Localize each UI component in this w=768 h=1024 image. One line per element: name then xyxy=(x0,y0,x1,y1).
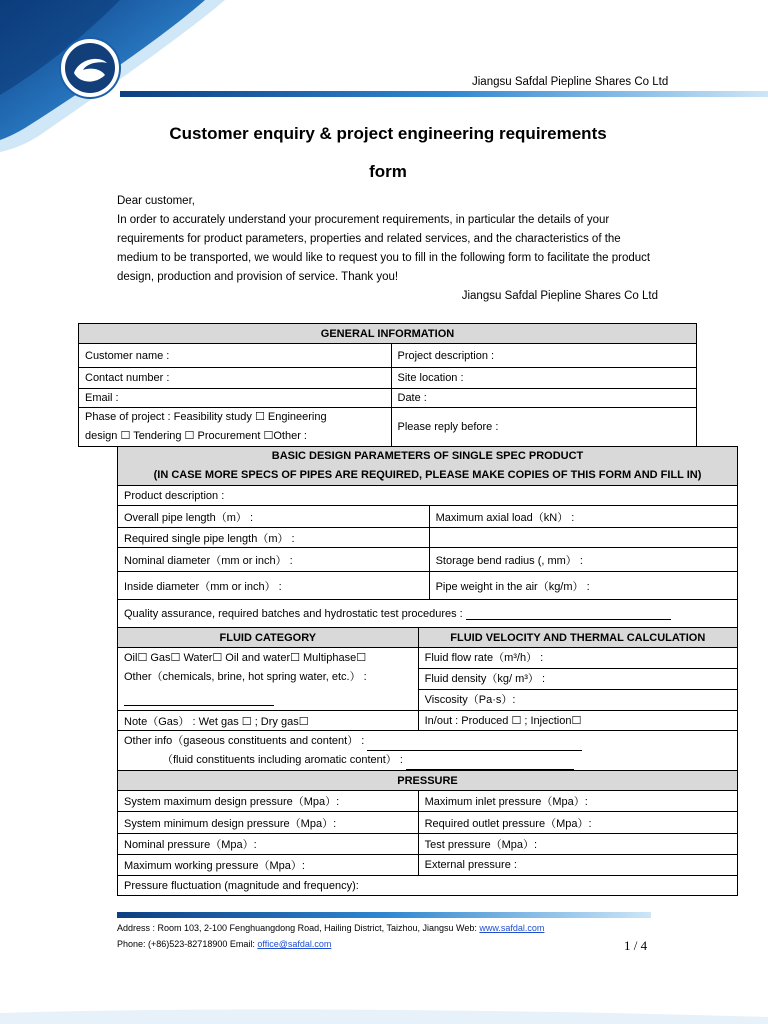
pipe-weight-field[interactable]: Pipe weight in the air（kg/m） : xyxy=(429,572,737,600)
max-working-pressure-field[interactable]: Maximum working pressure（Mpa）: xyxy=(118,855,419,876)
design-heading-line2: (IN CASE MORE SPECS OF PIPES ARE REQUIRED, PLEASE MAKE COPIES OF THIS FORM AND FILL IN) xyxy=(153,469,702,481)
phase-of-project-field[interactable] xyxy=(79,408,392,447)
fluid-other-label: Other（chemicals, brine, hot spring water, etc.） : xyxy=(124,671,367,683)
product-description-field[interactable]: Product description : xyxy=(118,486,738,506)
fluid-type-checkboxes[interactable]: Oil☐ Gas☐ Water☐ Oil and water☐ Multiphase☐ xyxy=(124,652,367,664)
single-pipe-length-field[interactable]: Required single pipe length（m） : xyxy=(118,528,430,548)
inside-diameter-field[interactable]: Inside diameter（mm or inch） : xyxy=(118,572,430,600)
company-logo xyxy=(59,37,121,99)
nominal-diameter-field[interactable]: Nominal diameter（mm or inch） : xyxy=(118,548,430,572)
fluid-constituents-blank[interactable] xyxy=(406,756,574,770)
intro-greeting: Dear customer, xyxy=(117,195,195,207)
design-parameters-heading xyxy=(118,447,738,486)
external-pressure-field[interactable]: External pressure : xyxy=(418,855,737,876)
footer-contact xyxy=(117,939,331,949)
footer-web-link[interactable]: www.safdal.com xyxy=(479,923,545,933)
fluid-velocity-heading: FLUID VELOCITY AND THERMAL CALCULATION xyxy=(418,628,737,648)
pressure-fluctuation-field[interactable]: Pressure fluctuation (magnitude and frequency): xyxy=(118,876,738,896)
project-description-field[interactable]: Project description : xyxy=(391,344,697,368)
other-info-field[interactable] xyxy=(118,731,738,771)
page-number: 1 / 4 xyxy=(624,938,648,953)
in-out-field[interactable]: In/out : Produced ☐ ; Injection☐ xyxy=(418,711,737,731)
footer-address-text: Address : Room 103, 2-100 Fenghuangdong Road, Hailing District, Taizhou, Jiangsu Web: xyxy=(117,923,480,933)
max-inlet-pressure-field[interactable]: Maximum inlet pressure（Mpa）: xyxy=(418,791,737,812)
note-gas-field[interactable]: Note（Gas） : Wet gas ☐ ; Dry gas☐ xyxy=(118,711,419,731)
footer-email-link[interactable]: office@safdal.com xyxy=(257,939,332,949)
other-info-label: Other info（gaseous constituents and content） : xyxy=(124,734,365,747)
phase-line-2: design ☐ Tendering ☐ Procurement ☐Other : xyxy=(85,430,307,442)
contact-number-field[interactable]: Contact number : xyxy=(79,368,392,389)
footer-swoosh-graphic xyxy=(0,1005,768,1024)
footer-phone-text: Phone: (+86)523-82718900 Email: xyxy=(117,939,258,949)
test-pressure-field[interactable]: Test pressure（Mpa）: xyxy=(418,834,737,855)
email-field[interactable]: Email : xyxy=(79,389,392,408)
system-max-pressure-field[interactable]: System maximum design pressure（Mpa）: xyxy=(118,791,419,812)
fluid-category-heading: FLUID CATEGORY xyxy=(118,628,419,648)
design-parameters-table xyxy=(117,446,738,896)
header-company-name: Jiangsu Safdal Piepline Shares Co Ltd xyxy=(472,76,669,88)
quality-assurance-blank[interactable] xyxy=(466,619,671,620)
fluid-velocity-cell xyxy=(418,648,737,711)
nominal-pressure-field[interactable]: Nominal pressure（Mpa）: xyxy=(118,834,419,855)
system-min-pressure-field[interactable]: System minimum design pressure（Mpa）: xyxy=(118,812,419,834)
customer-name-field[interactable]: Customer name : xyxy=(79,344,392,368)
general-information-table xyxy=(78,323,697,447)
quality-assurance-label: Quality assurance, required batches and hydrostatic test procedures : xyxy=(124,607,463,620)
fluid-other-blank[interactable] xyxy=(124,691,274,706)
viscosity-field[interactable]: Viscosity（Pa·s）: xyxy=(424,694,516,706)
pressure-heading: PRESSURE xyxy=(118,771,738,791)
reply-before-field[interactable]: Please reply before : xyxy=(391,408,697,447)
design-heading-line1: BASIC DESIGN PARAMETERS OF SINGLE SPEC PRODUCT xyxy=(271,450,584,462)
fluid-type-field[interactable] xyxy=(118,648,419,711)
general-information-heading: GENERAL INFORMATION xyxy=(79,324,697,344)
max-axial-load-field[interactable]: Maximum axial load（kN） : xyxy=(429,506,737,528)
overall-pipe-length-field[interactable]: Overall pipe length（m） : xyxy=(118,506,430,528)
intro-letter xyxy=(117,192,662,306)
storage-bend-radius-field[interactable]: Storage bend radius (, mm） : xyxy=(429,548,737,572)
intro-body: In order to accurately understand your procurement requirements, in particular the details of your requirements for product parameters, properties and related services, and the characteristics of the medium to be transported, we would like to request you to fill in the following form to facilitate the product design, production and provision of service. Thank you! xyxy=(117,214,651,283)
footer-address xyxy=(117,923,544,933)
other-info-blank[interactable] xyxy=(367,737,582,751)
empty-cell[interactable] xyxy=(429,528,737,548)
outlet-pressure-field[interactable]: Required outlet pressure（Mpa）: xyxy=(418,812,737,834)
phase-line-1: Phase of project : Feasibility study ☐ Engineering xyxy=(85,411,327,423)
fluid-flow-rate-field[interactable]: Fluid flow rate（m³/h） : xyxy=(419,648,737,669)
fluid-constituents-label: （fluid constituents including aromatic content） : xyxy=(162,753,403,766)
page-title-line2: form xyxy=(369,162,407,181)
footer-rule xyxy=(117,912,651,918)
fluid-density-field[interactable]: Fluid density（kg/ m³） : xyxy=(419,669,737,690)
header-rule xyxy=(120,91,768,97)
date-field[interactable]: Date : xyxy=(391,389,697,408)
site-location-field[interactable]: Site location : xyxy=(391,368,697,389)
intro-signature: Jiangsu Safdal Piepline Shares Co Ltd xyxy=(461,290,658,302)
page-title-line1: Customer enquiry & project engineering requirements xyxy=(169,124,607,143)
quality-assurance-field[interactable] xyxy=(118,600,738,628)
